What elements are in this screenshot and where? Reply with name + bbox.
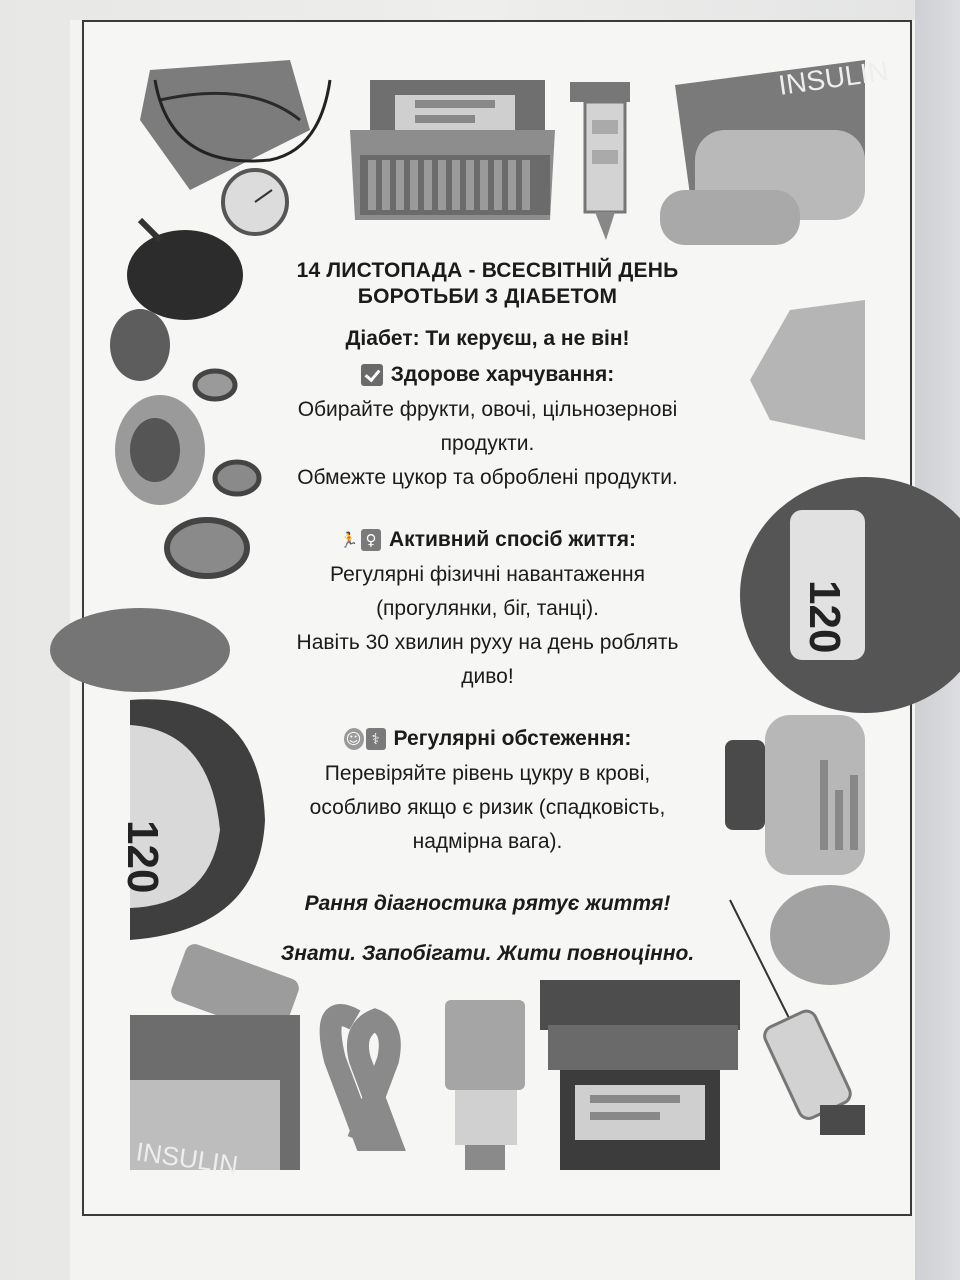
insulin-bottom-label: INSULIN (134, 1136, 240, 1181)
insulin-top-label: INSULIN (776, 54, 891, 101)
section-line: Обмежте цукор та оброблені продукти. (297, 466, 678, 489)
check-box-icon (361, 364, 383, 386)
section-line: продукти. (440, 432, 535, 455)
section-heading: Регулярні обстеження: (393, 727, 632, 750)
poster-title-line1: 14 ЛИСТОПАДА - ВСЕСВІТНІЙ ДЕНЬ (296, 259, 679, 282)
section-active-lifestyle (200, 525, 775, 694)
section-healthy-eating (200, 360, 775, 495)
motto-early-diagnosis: Рання діагностика рятує життя! (304, 892, 671, 915)
section-line: надмірна вага). (412, 830, 563, 853)
running-woman-icon: 🏃 ♀ (339, 529, 381, 551)
section-line: Регулярні фізичні навантаження (329, 563, 646, 586)
test-strip-vial-icon (445, 1000, 525, 1170)
insulin-bottle-icon (660, 55, 890, 245)
motto-know-prevent-live: Знати. Запобігати. Жити повноцінно. (280, 942, 695, 965)
section-line: Навіть 30 хвилин руху на день роблять (296, 631, 679, 654)
pill-bottle-bottom-icon (130, 941, 302, 1180)
section-line: Перевіряйте рівень цукру в крові, (324, 762, 651, 785)
awareness-ribbon-icon (331, 1015, 391, 1140)
section-line: диво! (461, 665, 514, 688)
poster-slogan: Діабет: Ти керуєш, а не він! (345, 327, 630, 350)
poster-text-block (200, 258, 775, 969)
doctor-icon: ☺ ⚕ (344, 728, 386, 750)
section-line: (прогулянки, біг, танці). (376, 597, 599, 620)
section-heading: Здорове харчування: (390, 363, 615, 386)
section-heading: Активний спосіб життя: (389, 528, 636, 551)
medicine-box-icon (540, 980, 740, 1170)
glucometer-right-reading: 120 (800, 580, 849, 654)
glucometer-left-reading: 120 (118, 820, 167, 894)
poster-title-line2: БОРОТЬБИ З ДІАБЕТОМ (357, 285, 618, 308)
syringe-icon (570, 82, 630, 240)
section-line: Обирайте фрукти, овочі, цільнозернові (297, 398, 678, 421)
poster-title (200, 258, 775, 310)
glucose-machine-icon (350, 80, 555, 220)
section-regular-checkups (200, 724, 775, 859)
section-line: особливо якщо є ризик (спадковість, (309, 796, 666, 819)
